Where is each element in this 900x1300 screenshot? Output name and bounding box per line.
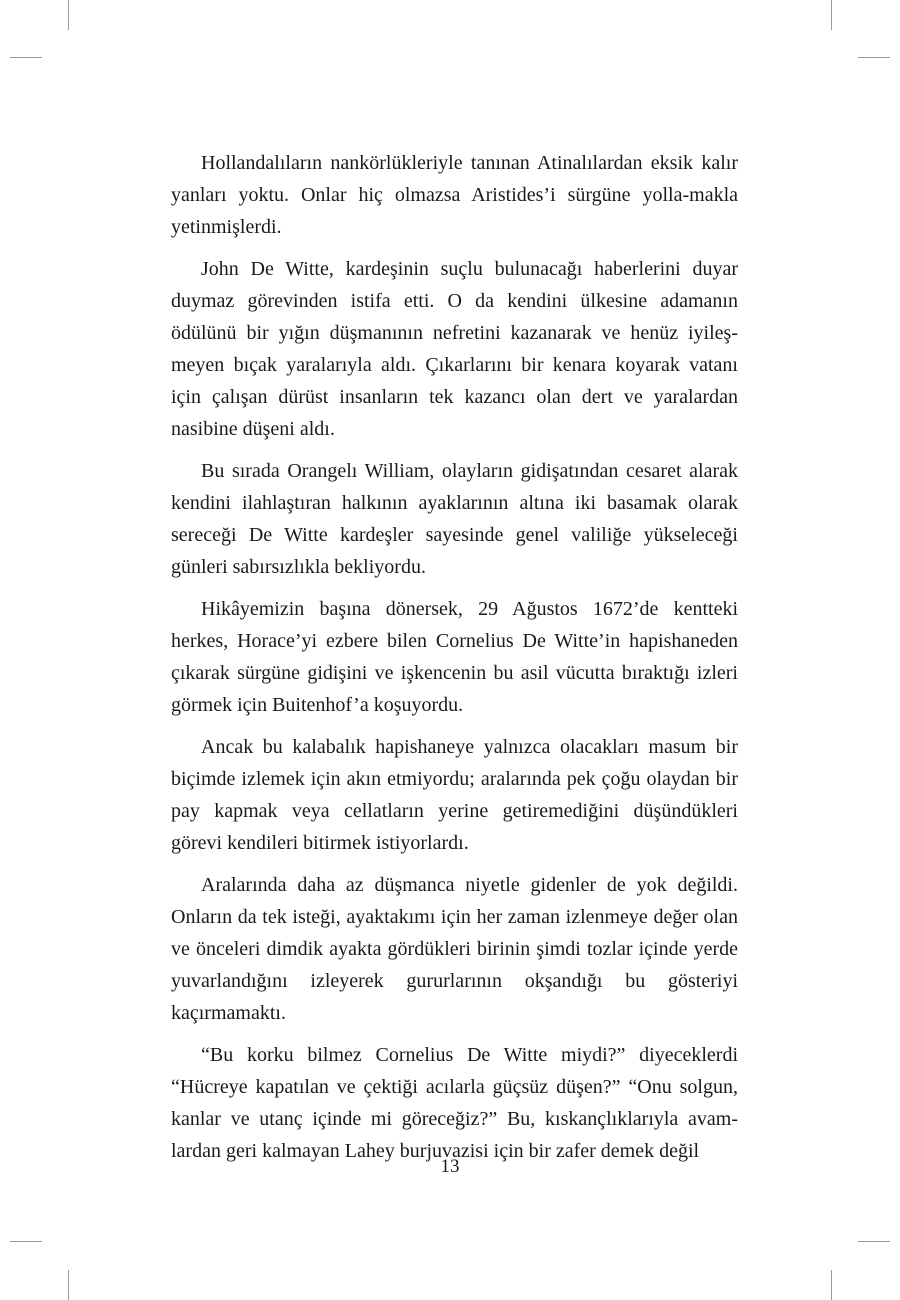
paragraph-4: Hikâyemizin başına dönersek, 29 Ağustos 1672’de kentteki herkes, Horace’yi ezbere bilen Cornelius De Witte’in hapishaneden çıkarak sürgüne gidişini ve işkencenin bu asil vücutta bıraktığı izleri görmek için Buitenhof’a koşuyordu. xyxy=(171,598,738,716)
crop-mark-bottom-right-horizontal xyxy=(858,1241,890,1242)
crop-mark-top-left-horizontal xyxy=(10,57,42,58)
crop-mark-bottom-right xyxy=(831,1270,832,1300)
paragraph-2: John De Witte, kardeşinin suçlu bulunacağı haberlerini duyar duymaz görevinden istifa etti. O da kendini ülkesine adamanın ödülünü bir yığın düşmanının nefretini kazanarak ve henüz iyileş-meyen bıçak yaralarıyla aldı. Çıkarlarını bir kenara koyarak vatanı için çalışan dürüst insanların tek kazancı olan dert ve yaralardan nasibine düşeni aldı. xyxy=(171,258,738,440)
crop-mark-bottom-left-horizontal xyxy=(10,1241,42,1242)
crop-mark-top-right-horizontal xyxy=(858,57,890,58)
crop-mark-top-right xyxy=(831,0,832,30)
page-body-text xyxy=(171,147,738,1177)
paragraph-5: Ancak bu kalabalık hapishaneye yalnızca olacakları masum bir biçimde izlemek için akın etmiyordu; aralarında pek çoğu olaydan bir pay kapmak veya cellatların yerine getiremediğini düşündükleri görevi kendileri bitirmek istiyorlardı. xyxy=(171,736,738,854)
paragraph-7: “Bu korku bilmez Cornelius De Witte miydi?” diyeceklerdi “Hücreye kapatılan ve çektiği acılarla güçsüz düşen?” “Onu solgun, kanlar ve utanç içinde mi göreceğiz?” Bu, kıskançlıklarıyla avam-lardan geri kalmayan Lahey burjuvazisi için bir zafer demek değil xyxy=(171,1044,738,1162)
paragraph-6: Aralarında daha az düşmanca niyetle gidenler de yok değildi. Onların da tek isteği, ayaktakımı için her zaman izlenmeye değer olan ve önceleri dimdik ayakta gördükleri birinin şimdi tozlar içinde yerde yuvarlandığını izleyerek gururlarının okşandığı bu gösteriyi kaçırmamaktı. xyxy=(171,874,738,1024)
crop-mark-top-left xyxy=(68,0,69,30)
page-number: 13 xyxy=(440,1156,460,1177)
crop-mark-bottom-left xyxy=(68,1270,69,1300)
paragraph-1: Hollandalıların nankörlükleriyle tanınan Atinalılardan eksik kalır yanları yoktu. Onlar hiç olmazsa Aristides’i sürgüne yolla-makla yetinmişlerdi. xyxy=(171,152,738,238)
paragraph-3: Bu sırada Orangelı William, olayların gidişatından cesaret alarak kendini ilahlaştıran halkının ayaklarının altına iki basamak olarak sereceği De Witte kardeşler sayesinde genel valiliğe yükseleceği günleri sabırsızlıkla bekliyordu. xyxy=(171,460,738,578)
